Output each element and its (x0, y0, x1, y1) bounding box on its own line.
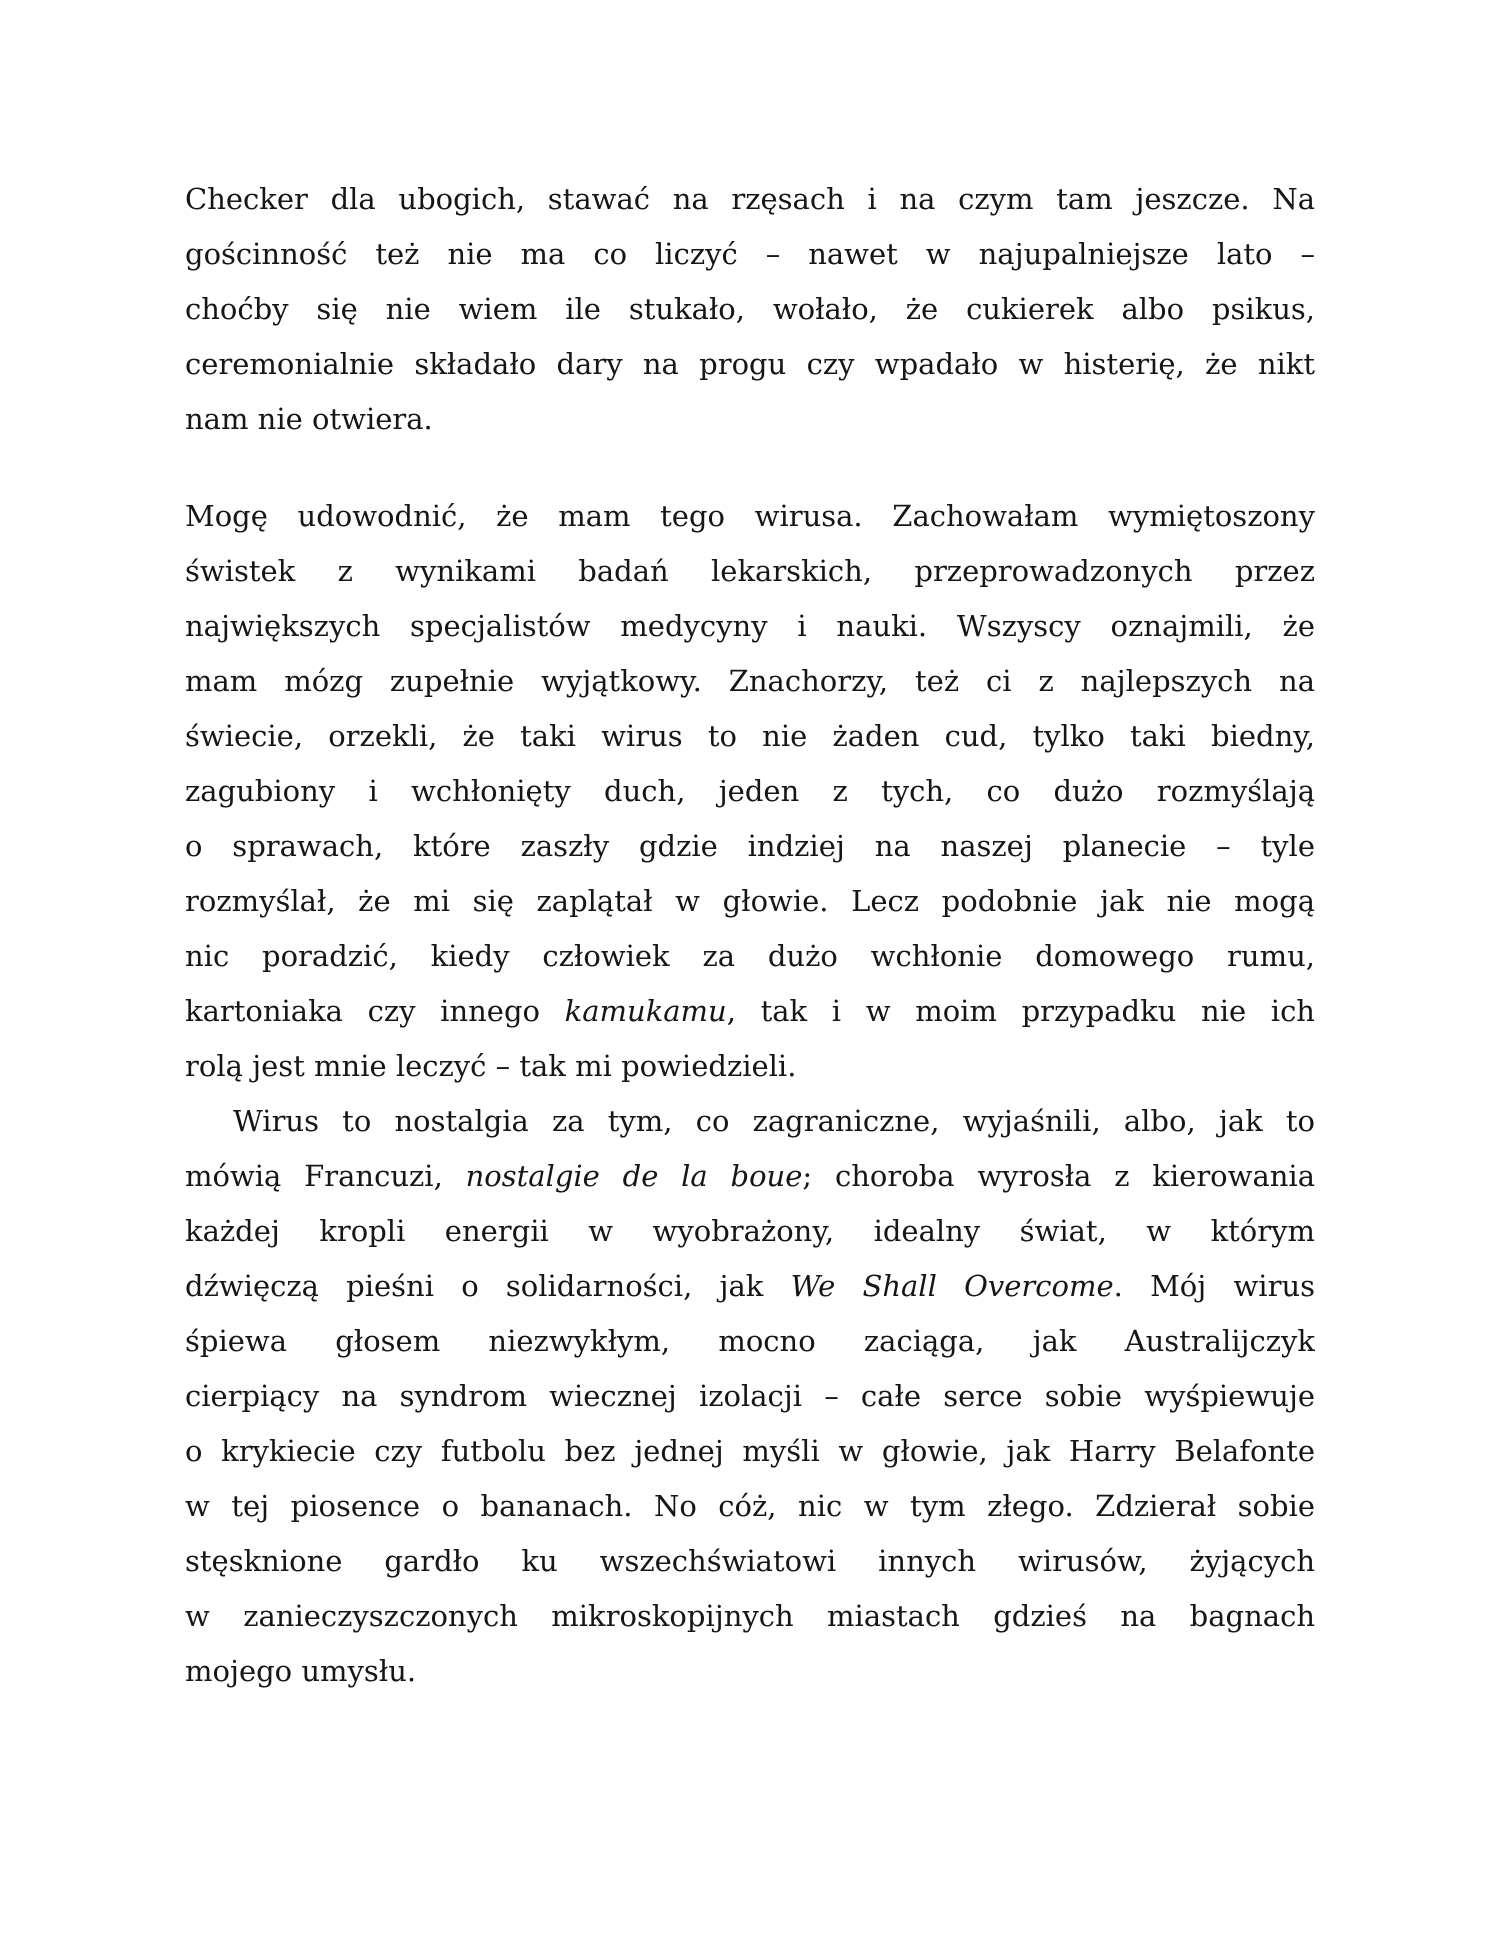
text-line (185, 984, 1315, 1039)
text-run: . Mój wirus (1113, 1269, 1315, 1303)
text-line (185, 1039, 1315, 1094)
text-run: nic poradzić, kiedy człowiek za dużo wchłonie domowego rumu, (185, 939, 1315, 973)
text-line (185, 282, 1315, 337)
text-run: stęsknione gardło ku wszechświatowi innych wirusów, żyjących (185, 1544, 1315, 1578)
text-run: rozmyślał, że mi się zaplątał w głowie. Lecz podobnie jak nie mogą (185, 884, 1315, 918)
text-line (185, 1644, 1315, 1699)
text-run: Wirus to nostalgia za tym, co zagraniczne, wyjaśnili, albo, jak to (233, 1104, 1315, 1138)
text-run: kartoniaka czy innego (185, 994, 565, 1028)
text-line (185, 874, 1315, 929)
text-line (185, 1534, 1315, 1589)
text-run: rolą jest mnie leczyć – tak mi powiedzieli. (185, 1049, 797, 1083)
text-line (185, 489, 1315, 544)
text-run: gościnność też nie ma co liczyć – nawet w najupalniejsze lato – (185, 237, 1315, 271)
text-line (185, 1259, 1315, 1314)
text-line (185, 1314, 1315, 1369)
text-line (185, 1094, 1315, 1149)
text-line (185, 929, 1315, 984)
text-line (185, 599, 1315, 654)
text-run: ceremonialnie składało dary na progu czy wpadało w histerię, że nikt (185, 347, 1315, 381)
text-run: nam nie otwiera. (185, 402, 433, 436)
text-line (185, 709, 1315, 764)
text-run: , tak i w moim przypadku nie ich (726, 994, 1315, 1028)
text-run: o sprawach, które zaszły gdzie indziej na naszej planecie – tyle (185, 829, 1315, 863)
text-run: ; choroba wyrosła z kierowania (802, 1159, 1315, 1193)
text-run: mówią Francuzi, (185, 1159, 466, 1193)
text-run: świstek z wynikami badań lekarskich, przeprowadzonych przez (185, 554, 1315, 588)
text-run: Checker dla ubogich, stawać na rzęsach i na czym tam jeszcze. Na (185, 182, 1315, 216)
paragraph (185, 1094, 1315, 1699)
text-line (185, 392, 1315, 447)
text-line (185, 1149, 1315, 1204)
text-line (185, 1589, 1315, 1644)
text-run: w zanieczyszczonych mikroskopijnych miastach gdzieś na bagnach (185, 1599, 1315, 1633)
paragraph (185, 489, 1315, 1094)
text-run: mojego umysłu. (185, 1654, 417, 1688)
italic-text-run: kamukamu (564, 994, 727, 1028)
text-line (185, 337, 1315, 392)
text-line (185, 1479, 1315, 1534)
text-line (185, 764, 1315, 819)
text-run: śpiewa głosem niezwykłym, mocno zaciąga, jak Australijczyk (185, 1324, 1315, 1358)
paragraph (185, 172, 1315, 447)
text-run: największych specjalistów medycyny i nauki. Wszyscy oznajmili, że (185, 609, 1315, 643)
text-line (185, 1424, 1315, 1479)
text-line (185, 654, 1315, 709)
text-run: mam mózg zupełnie wyjątkowy. Znachorzy, też ci z najlepszych na (185, 664, 1315, 698)
text-line (185, 172, 1315, 227)
text-line (185, 544, 1315, 599)
text-run: Mogę udowodnić, że mam tego wirusa. Zachowałam wymiętoszony (185, 499, 1315, 533)
text-run: o krykiecie czy futbolu bez jednej myśli w głowie, jak Harry Belafonte (185, 1434, 1315, 1468)
text-line (185, 819, 1315, 874)
text-run: dźwięczą pieśni o solidarności, jak (185, 1269, 791, 1303)
text-line (185, 1204, 1315, 1259)
text-run: w tej piosence o bananach. No cóż, nic w tym złego. Zdzierał sobie (185, 1489, 1315, 1523)
text-run: świecie, orzekli, że taki wirus to nie żaden cud, tylko taki biedny, (185, 719, 1315, 753)
text-run: choćby się nie wiem ile stukało, wołało, że cukierek albo psikus, (185, 292, 1315, 326)
text-run: cierpiący na syndrom wiecznej izolacji – całe serce sobie wyśpiewuje (185, 1379, 1315, 1413)
text-line (185, 1369, 1315, 1424)
text-column (185, 172, 1315, 1699)
italic-text-run: nostalgie de la boue (465, 1159, 803, 1193)
text-run: każdej kropli energii w wyobrażony, idealny świat, w którym (185, 1214, 1315, 1248)
text-run: zagubiony i wchłonięty duch, jeden z tych, co dużo rozmyślają (185, 774, 1315, 808)
text-line (185, 227, 1315, 282)
italic-text-run: We Shall Overcome (790, 1269, 1114, 1303)
